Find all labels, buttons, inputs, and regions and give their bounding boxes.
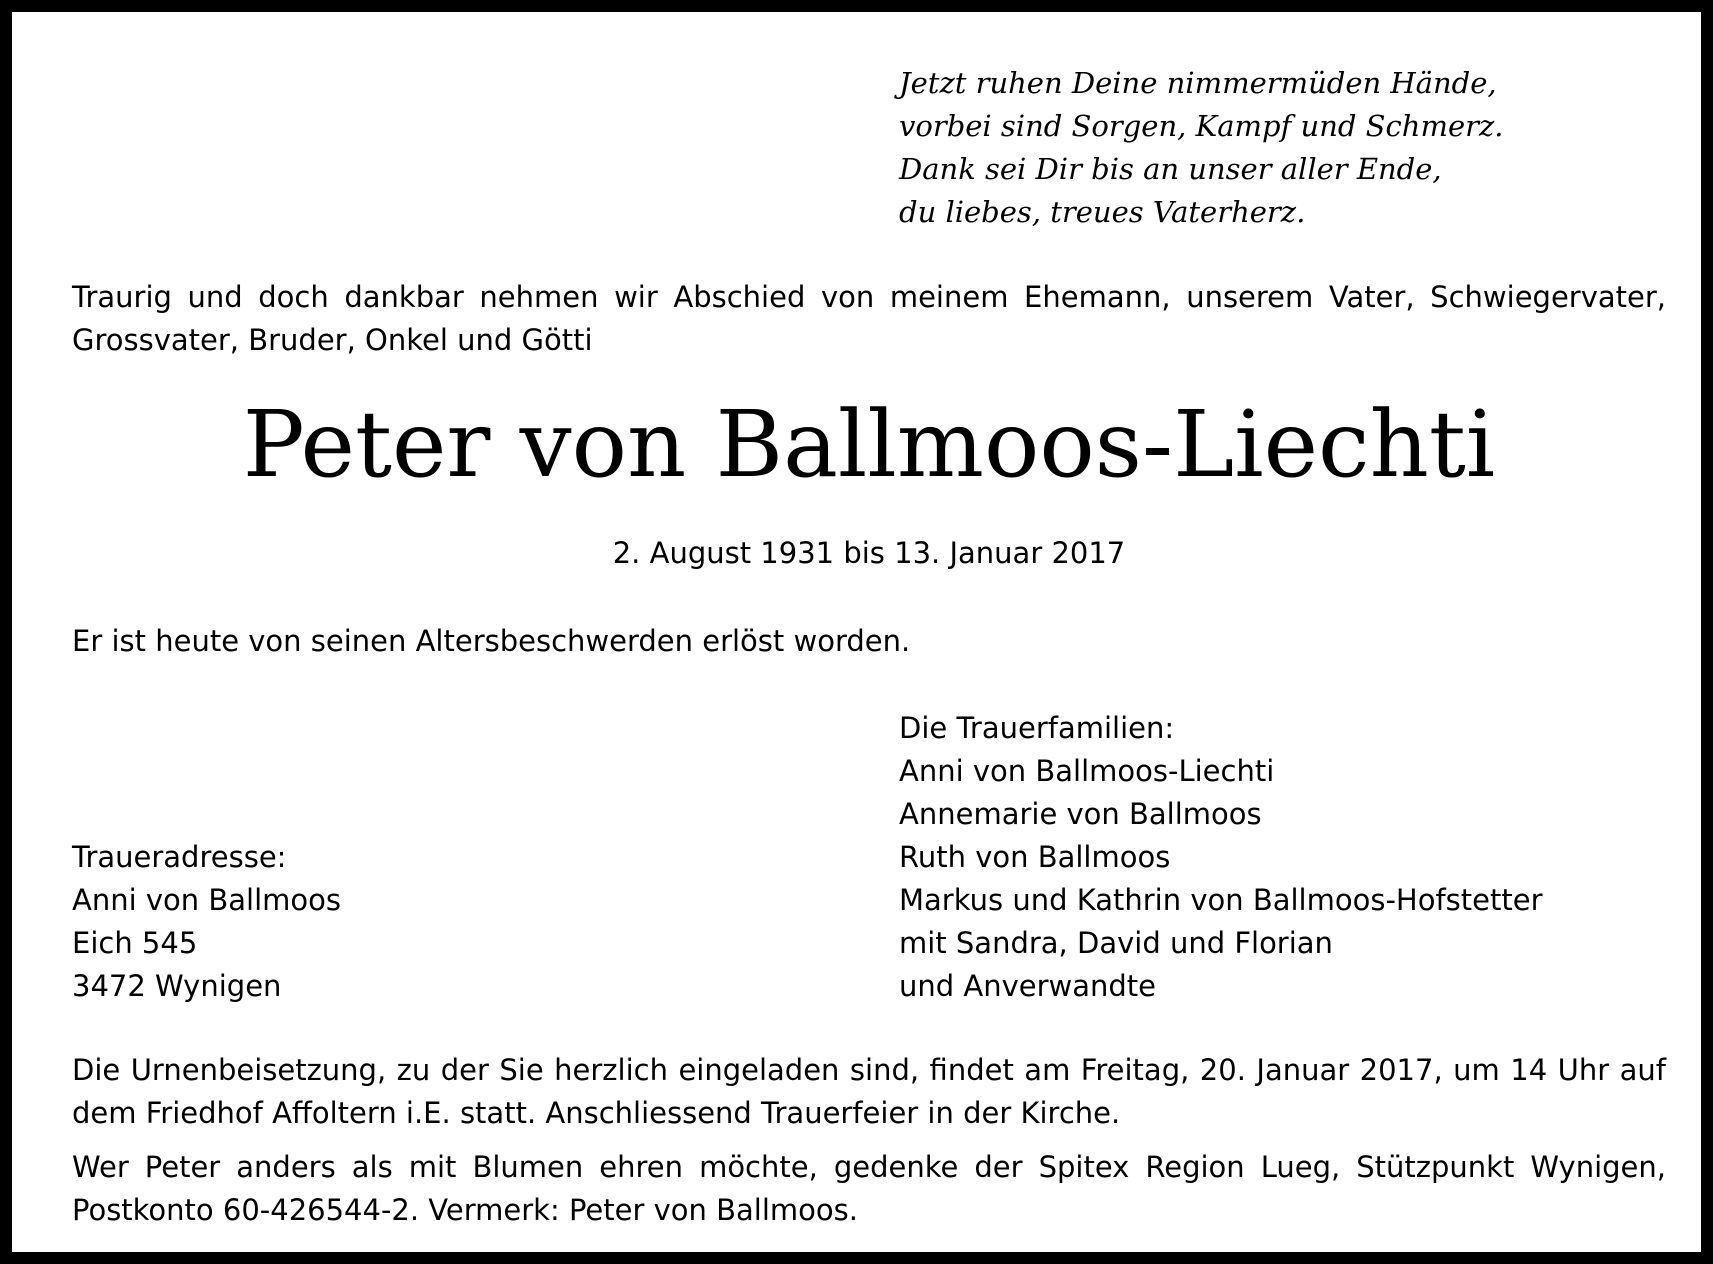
burial-text: Die Urnenbeisetzung, zu der Sie herzlich eingeladen sind, findet am Freitag, 20. Januar 2017, um 14 Uhr auf dem Friedhof Affoltern i.E. statt. Anschliessend Trauerfeier in der Kirche. xyxy=(72,1053,1666,1130)
family-member: Markus und Kathrin von Ballmoos-Hofstetter xyxy=(899,883,1543,917)
poem-line: vorbei sind Sorgen, Kampf und Schmerz. xyxy=(899,109,1504,143)
poem-line: du liebes, treues Vaterherz. xyxy=(899,195,1306,229)
address-line: Eich 545 xyxy=(72,926,198,960)
poem-line: Dank sei Dir bis an unser aller Ende, xyxy=(899,152,1442,186)
deceased-name: Peter von Ballmoos-Liechti xyxy=(242,391,1496,498)
mourning-address xyxy=(72,836,772,1008)
address-line: Anni von Ballmoos xyxy=(72,883,342,917)
poem-line: Jetzt ruhen Deine nimmermüden Hände, xyxy=(899,66,1497,100)
family-member: und Anverwandte xyxy=(899,969,1157,1003)
poem xyxy=(899,62,1619,234)
family-member: Ruth von Ballmoos xyxy=(899,840,1171,874)
intro-text: Traurig und doch dankbar nehmen wir Abschied von meinem Ehemann, unserem Vater, Schwiegervater, Grossvater, Bruder, Onkel und Götti xyxy=(72,280,1666,357)
donation-text: Wer Peter anders als mit Blumen ehren möchte, gedenke der Spitex Region Lueg, Stützpunkt Wynigen, Postkonto 60-426544-2. Vermerk: Peter von Ballmoos. xyxy=(72,1150,1666,1227)
family-member: Annemarie von Ballmoos xyxy=(899,797,1262,831)
life-dates: 2. August 1931 bis 13. Januar 2017 xyxy=(612,536,1126,570)
address-heading: Traueradresse: xyxy=(72,840,287,874)
mourning-families xyxy=(899,707,1659,1008)
address-line: 3472 Wynigen xyxy=(72,969,282,1003)
family-member: Anni von Ballmoos-Liechti xyxy=(899,754,1275,788)
family-member: mit Sandra, David und Florian xyxy=(899,926,1333,960)
relief-text: Er ist heute von seinen Altersbeschwerden erlöst worden. xyxy=(72,624,911,658)
family-heading: Die Trauerfamilien: xyxy=(899,711,1175,745)
